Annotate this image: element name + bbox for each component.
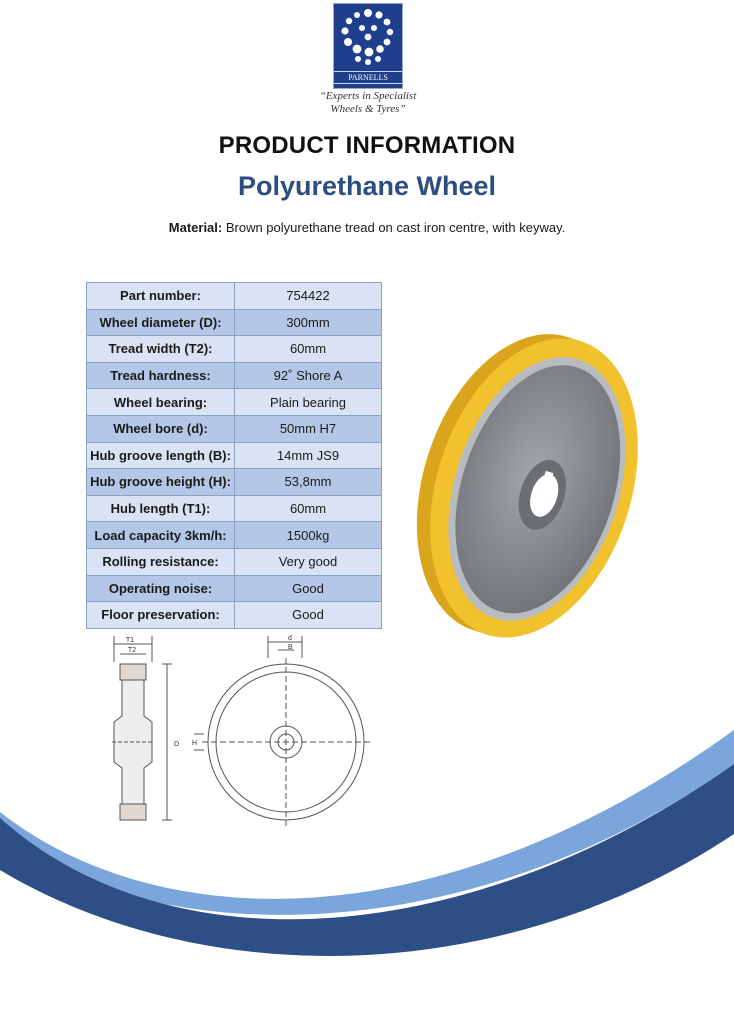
spec-value: 50mm H7 [235, 415, 382, 442]
spec-value: Good [235, 602, 382, 629]
table-row [87, 389, 382, 416]
table-row [87, 548, 382, 575]
table-row [87, 469, 382, 496]
spec-label: Wheel bore (d): [87, 415, 235, 442]
material-label: Material: [168, 220, 223, 235]
spec-label: Hub length (T1): [87, 495, 235, 522]
spec-value: 53,8mm [235, 469, 382, 496]
spec-value: 1500kg [235, 522, 382, 549]
spec-value: 92˚ Shore A [235, 362, 382, 389]
label-d-bore: d [288, 635, 292, 642]
brand-tagline [290, 90, 446, 116]
spec-value: 60mm [235, 336, 382, 363]
spec-value: 300mm [235, 309, 382, 336]
spec-label: Wheel bearing: [87, 389, 235, 416]
material-text: Brown polyurethane tread on cast iron centre, with keyway. [222, 220, 566, 235]
spec-value: Plain bearing [235, 389, 382, 416]
table-row [87, 283, 382, 310]
table-row [87, 336, 382, 363]
spec-value: 754422 [235, 283, 382, 310]
tagline-line-2: Wheels & Tyres” [330, 103, 406, 115]
table-row [87, 442, 382, 469]
label-t2: T2 [127, 647, 137, 654]
spec-label: Wheel diameter (D): [87, 309, 235, 336]
spec-label: Operating noise: [87, 575, 235, 602]
spec-value: 60mm [235, 495, 382, 522]
table-row [87, 602, 382, 629]
decorative-swoosh [0, 700, 734, 1024]
brand-logo [333, 3, 403, 89]
label-b: B [288, 644, 293, 651]
spec-value: Very good [235, 548, 382, 575]
logo-emblem-icon [334, 4, 402, 72]
product-name: Polyurethane Wheel [237, 171, 497, 201]
spec-label: Part number: [87, 283, 235, 310]
table-row [87, 522, 382, 549]
spec-label: Rolling resistance: [87, 548, 235, 575]
spec-table [86, 282, 382, 629]
label-t1: T1 [125, 637, 135, 644]
spec-label: Hub groove height (H): [87, 469, 235, 496]
spec-value: 14mm JS9 [235, 442, 382, 469]
spec-label: Hub groove length (B): [87, 442, 235, 469]
wheel-product-image [416, 330, 648, 642]
logo-brand-name: PARNELLS [334, 71, 402, 84]
spec-value: Good [235, 575, 382, 602]
label-h: H [192, 740, 198, 747]
spec-label: Tread hardness: [87, 362, 235, 389]
spec-label: Floor preservation: [87, 602, 235, 629]
table-row [87, 362, 382, 389]
table-row [87, 415, 382, 442]
spec-label: Load capacity 3km/h: [87, 522, 235, 549]
table-row [87, 495, 382, 522]
material-line [0, 220, 734, 235]
spec-label: Tread width (T2): [87, 336, 235, 363]
table-row [87, 309, 382, 336]
tagline-line-1: “Experts in Specialist [319, 90, 417, 102]
label-d-diameter: D [174, 741, 180, 748]
table-row [87, 575, 382, 602]
page-title: PRODUCT INFORMATION [218, 132, 516, 159]
